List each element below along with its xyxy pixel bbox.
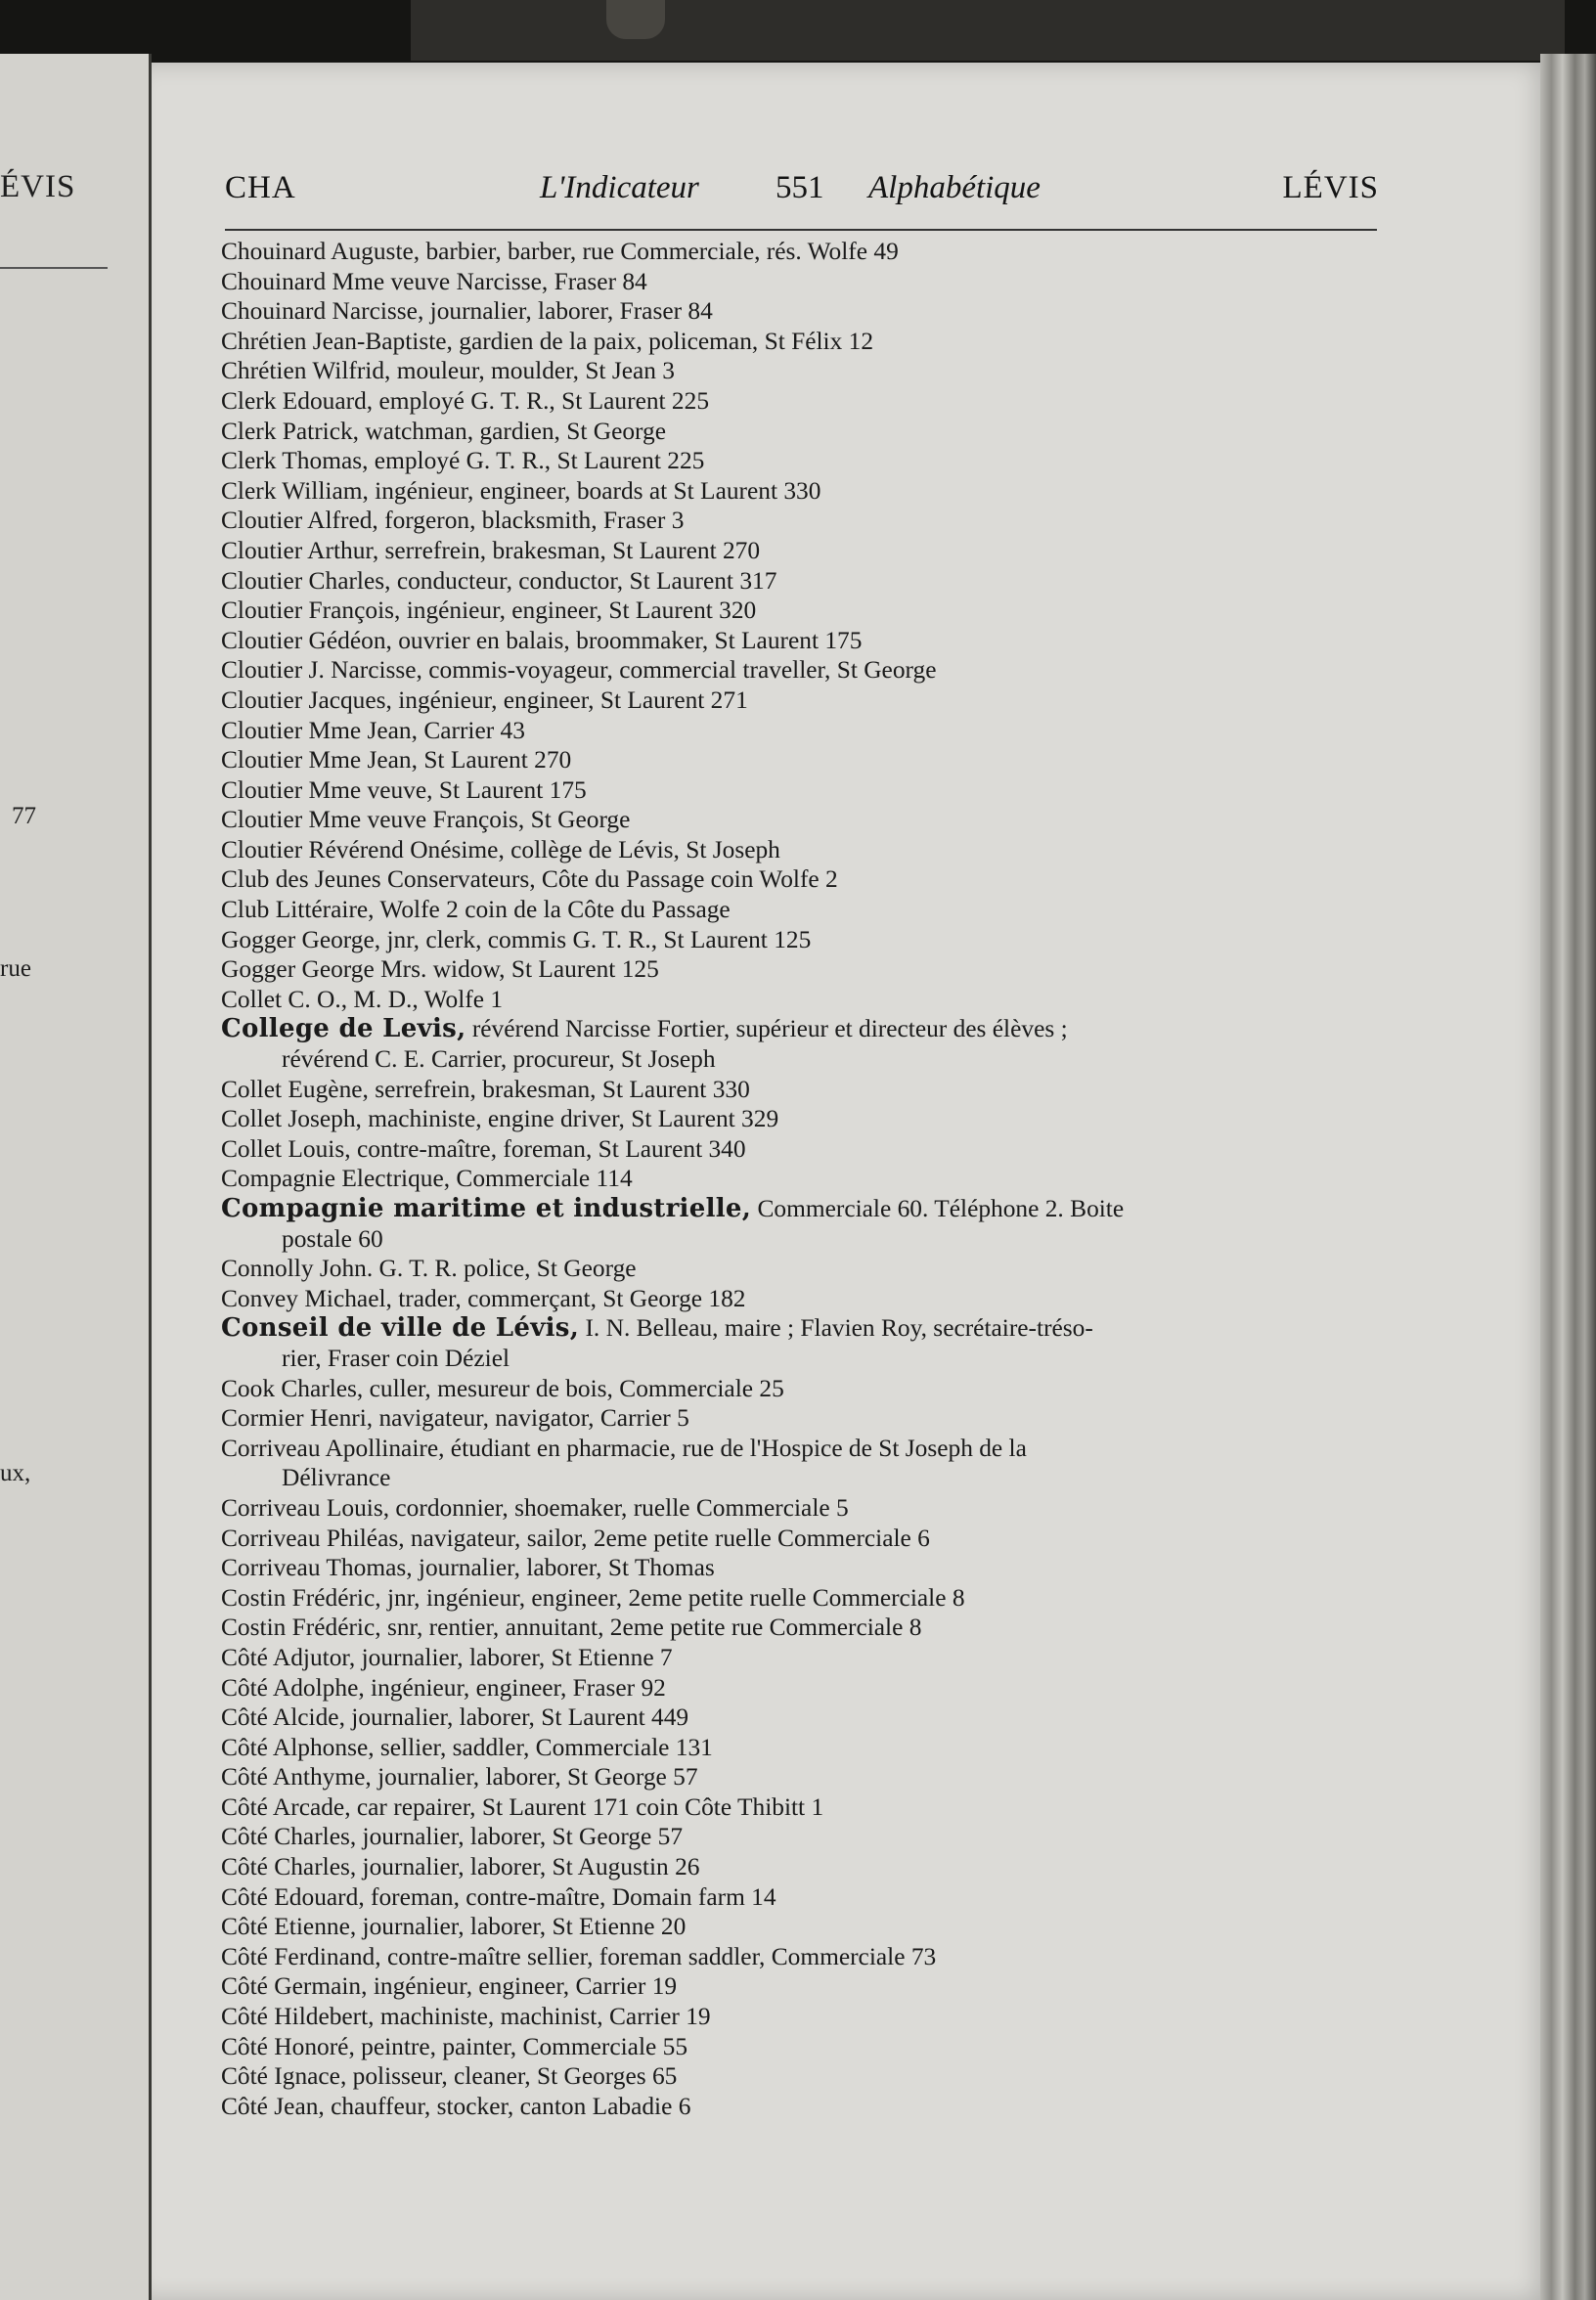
entry-text: Côté Ferdinand, contre-maître sellier, foreman saddler, Commerciale 73 xyxy=(221,1942,937,1970)
entry-bold-name: Compagnie maritime et industrielle, xyxy=(221,1194,752,1223)
directory-entry xyxy=(221,1524,1395,1554)
directory-entry xyxy=(221,237,1395,267)
directory-entry-continuation xyxy=(221,1224,1395,1255)
entry-text: Costin Frédéric, snr, rentier, annuitant, 2eme petite rue Commerciale 8 xyxy=(221,1614,922,1642)
entry-text: Collet Eugène, serrefrein, brakesman, St Laurent 330 xyxy=(221,1075,750,1103)
directory-entry xyxy=(221,1284,1395,1314)
directory-entry-continuation xyxy=(221,1044,1395,1075)
directory-entry xyxy=(221,1014,1395,1044)
entry-text: Chouinard Mme veuve Narcisse, Fraser 84 xyxy=(221,267,647,295)
directory-entry xyxy=(221,1134,1395,1165)
directory-entry xyxy=(221,1194,1395,1224)
entry-text: Cloutier Mme veuve François, St George xyxy=(221,806,631,834)
entry-text: Clerk William, ingénieur, engineer, boards at St Laurent 330 xyxy=(221,476,821,505)
header-town: LÉVIS xyxy=(1282,170,1379,205)
directory-entry xyxy=(221,1553,1395,1583)
entry-text: Cloutier Révérend Onésime, collège de Lévis, St Joseph xyxy=(221,835,780,863)
entry-text: Corriveau Thomas, journalier, laborer, St Thomas xyxy=(221,1554,715,1582)
entry-text: révérend Narcisse Fortier, supérieur et directeur des élèves ; xyxy=(466,1015,1068,1043)
book-spine-band xyxy=(411,0,1565,61)
page-edge-stack xyxy=(1540,54,1596,2300)
directory-entry xyxy=(221,1971,1395,2002)
directory-entry xyxy=(221,1942,1395,1972)
directory-entry xyxy=(221,805,1395,835)
directory-entry xyxy=(221,1852,1395,1882)
directory-entry xyxy=(221,1403,1395,1434)
entry-text: Cloutier J. Narcisse, commis-voyageur, commercial traveller, St George xyxy=(221,656,937,685)
directory-entry xyxy=(221,1104,1395,1134)
directory-entry xyxy=(221,1822,1395,1852)
directory-entry xyxy=(221,895,1395,925)
entry-text: révérend C. E. Carrier, procureur, St Joseph xyxy=(282,1045,716,1074)
entry-text: Cloutier Mme Jean, St Laurent 270 xyxy=(221,746,572,774)
entry-bold-name: Conseil de ville de Lévis, xyxy=(221,1313,580,1344)
directory-entry xyxy=(221,2032,1395,2062)
directory-entry xyxy=(221,296,1395,327)
header-section-code: CHA xyxy=(225,170,296,205)
entry-text: Côté Hildebert, machiniste, machinist, Carrier 19 xyxy=(221,2003,711,2031)
directory-entry xyxy=(221,1703,1395,1733)
entry-text: Chouinard Auguste, barbier, barber, rue Commerciale, rés. Wolfe 49 xyxy=(221,238,899,265)
entry-text: Côté Jean, chauffeur, stocker, canton Labadie 6 xyxy=(221,2092,691,2120)
directory-entry xyxy=(221,2092,1395,2122)
directory-entry xyxy=(221,536,1395,566)
directory-entry xyxy=(221,864,1395,895)
directory-entry xyxy=(221,1164,1395,1194)
directory-entry xyxy=(221,1882,1395,1913)
entry-text: Côté Adolphe, ingénieur, engineer, Fraser 92 xyxy=(221,1673,666,1702)
entry-text: Collet Joseph, machiniste, engine driver, St Laurent 329 xyxy=(221,1105,779,1133)
entry-bold-name: College de Levis, xyxy=(221,1014,466,1044)
directory-entry xyxy=(221,1912,1395,1942)
entry-text: Clerk Patrick, watchman, gardien, St George xyxy=(221,417,667,445)
left-page xyxy=(0,54,152,2300)
entry-text: Convey Michael, trader, commerçant, St George 182 xyxy=(221,1284,746,1312)
entry-text: Compagnie Electrique, Commerciale 114 xyxy=(221,1165,633,1193)
directory-entry xyxy=(221,985,1395,1015)
directory-entry xyxy=(221,1493,1395,1524)
entry-text: Cormier Henri, navigateur, navigator, Carrier 5 xyxy=(221,1404,689,1433)
entry-text: Cloutier Charles, conducteur, conductor, St Laurent 317 xyxy=(221,566,777,595)
directory-entry xyxy=(221,954,1395,985)
directory-entry xyxy=(221,1313,1395,1344)
directory-entry xyxy=(221,1762,1395,1792)
directory-entry xyxy=(221,626,1395,656)
directory-entry xyxy=(221,1792,1395,1823)
entry-text: Chouinard Narcisse, journalier, laborer, Fraser 84 xyxy=(221,297,713,326)
entry-text: Délivrance xyxy=(282,1464,391,1492)
directory-entries xyxy=(221,237,1395,2121)
directory-entry xyxy=(221,1643,1395,1673)
entry-text: Cloutier François, ingénieur, engineer, St Laurent 320 xyxy=(221,597,757,625)
directory-entry xyxy=(221,1075,1395,1105)
entry-text: Cloutier Mme veuve, St Laurent 175 xyxy=(221,775,587,804)
entry-text: Commerciale 60. Téléphone 2. Boite xyxy=(751,1195,1125,1222)
entry-text: Côté Etienne, journalier, laborer, St Etienne 20 xyxy=(221,1913,687,1941)
entry-text: Côté Alphonse, sellier, saddler, Commerciale 131 xyxy=(221,1733,713,1761)
entry-text: Corriveau Philéas, navigateur, sailor, 2eme petite ruelle Commerciale 6 xyxy=(221,1524,930,1552)
directory-entry xyxy=(221,1673,1395,1703)
entry-text: Côté Adjutor, journalier, laborer, St Etienne 7 xyxy=(221,1643,673,1671)
entry-text: Côté Germain, ingénieur, engineer, Carrier 19 xyxy=(221,1972,678,2001)
entry-text: Club Littéraire, Wolfe 2 coin de la Côte du Passage xyxy=(221,896,731,924)
directory-entry xyxy=(221,686,1395,716)
left-page-text-fragment: ux, xyxy=(0,1460,31,1486)
left-page-text-fragment: rue xyxy=(0,955,31,982)
entry-text: Côté Charles, journalier, laborer, St Augustin 26 xyxy=(221,1853,700,1881)
running-header xyxy=(225,170,1379,209)
entry-text: Cloutier Gédéon, ouvrier en balais, broommaker, St Laurent 175 xyxy=(221,626,863,654)
entry-text: Corriveau Louis, cordonnier, shoemaker, ruelle Commerciale 5 xyxy=(221,1493,849,1522)
entry-text: Costin Frédéric, jnr, ingénieur, engineer, 2eme petite ruelle Commerciale 8 xyxy=(221,1583,965,1612)
entry-text: Cloutier Alfred, forgeron, blacksmith, Fraser 3 xyxy=(221,507,685,535)
directory-entry xyxy=(221,925,1395,955)
header-title: L'Indicateur xyxy=(540,170,699,205)
directory-entry xyxy=(221,566,1395,597)
directory-entry xyxy=(221,446,1395,476)
entry-text: Chrétien Jean-Baptiste, gardien de la paix, policeman, St Félix 12 xyxy=(221,327,874,355)
entry-text: I. N. Belleau, maire ; Flavien Roy, secrétaire-tréso- xyxy=(579,1314,1093,1343)
entry-text: Cloutier Jacques, ingénieur, engineer, St Laurent 271 xyxy=(221,686,748,714)
entry-text: Chrétien Wilfrid, mouleur, moulder, St Jean 3 xyxy=(221,357,675,385)
directory-entry xyxy=(221,1374,1395,1404)
directory-entry xyxy=(221,2061,1395,2092)
directory-entry xyxy=(221,1434,1395,1464)
directory-entry xyxy=(221,1733,1395,1763)
left-page-rule xyxy=(0,267,108,269)
entry-text: Gogger George, jnr, clerk, commis G. T. R., St Laurent 125 xyxy=(221,925,812,953)
entry-text: Collet Louis, contre-maître, foreman, St Laurent 340 xyxy=(221,1134,746,1163)
entry-text: Côté Anthyme, journalier, laborer, St George 57 xyxy=(221,1763,698,1791)
directory-entry xyxy=(221,1613,1395,1643)
page-number: 551 xyxy=(776,170,824,205)
entry-text: rier, Fraser coin Déziel xyxy=(282,1344,510,1372)
directory-entry xyxy=(221,356,1395,386)
entry-text: Club des Jeunes Conservateurs, Côte du Passage coin Wolfe 2 xyxy=(221,865,838,894)
directory-entry xyxy=(221,476,1395,507)
directory-entry xyxy=(221,1254,1395,1284)
entry-text: Côté Arcade, car repairer, St Laurent 171 coin Côte Thibitt 1 xyxy=(221,1792,824,1821)
entry-text: Cloutier Arthur, serrefrein, brakesman, St Laurent 270 xyxy=(221,536,761,564)
entry-text: Côté Honoré, peintre, painter, Commerciale 55 xyxy=(221,2032,688,2060)
entry-text: Côté Alcide, journalier, laborer, St Laurent 449 xyxy=(221,1703,689,1732)
left-page-number-fragment: 77 xyxy=(12,803,36,829)
header-subtitle: Alphabétique xyxy=(868,170,1041,205)
entry-text: Gogger George Mrs. widow, St Laurent 125 xyxy=(221,955,659,984)
directory-entry xyxy=(221,716,1395,746)
entry-text: Côté Charles, journalier, laborer, St George 57 xyxy=(221,1823,684,1851)
entry-text: Cook Charles, culler, mesureur de bois, Commerciale 25 xyxy=(221,1374,784,1402)
entry-text: Collet C. O., M. D., Wolfe 1 xyxy=(221,985,504,1013)
entry-text: Cloutier Mme Jean, Carrier 43 xyxy=(221,716,525,744)
directory-entry xyxy=(221,596,1395,626)
entry-text: postale 60 xyxy=(282,1224,383,1253)
binding-knot xyxy=(606,0,665,39)
directory-entry xyxy=(221,417,1395,447)
directory-entry xyxy=(221,327,1395,357)
directory-entry xyxy=(221,655,1395,686)
directory-entry xyxy=(221,267,1395,297)
directory-entry-continuation xyxy=(221,1344,1395,1374)
directory-entry-continuation xyxy=(221,1463,1395,1493)
header-rule xyxy=(225,229,1377,231)
directory-entry xyxy=(221,775,1395,806)
left-page-header-fragment: ÉVIS xyxy=(0,169,76,204)
entry-text: Côté Edouard, foreman, contre-maître, Domain farm 14 xyxy=(221,1882,776,1911)
entry-text: Connolly John. G. T. R. police, St George xyxy=(221,1255,637,1283)
directory-entry xyxy=(221,835,1395,865)
directory-entry xyxy=(221,506,1395,536)
entry-text: Côté Ignace, polisseur, cleaner, St Georges 65 xyxy=(221,2062,678,2091)
entry-text: Corriveau Apollinaire, étudiant en pharmacie, rue de l'Hospice de St Joseph de la xyxy=(221,1434,1027,1462)
directory-entry xyxy=(221,386,1395,417)
entry-text: Clerk Edouard, employé G. T. R., St Laurent 225 xyxy=(221,386,710,415)
entry-text: Clerk Thomas, employé G. T. R., St Laurent 225 xyxy=(221,447,705,475)
directory-entry xyxy=(221,1583,1395,1614)
directory-entry xyxy=(221,745,1395,775)
directory-entry xyxy=(221,2002,1395,2032)
